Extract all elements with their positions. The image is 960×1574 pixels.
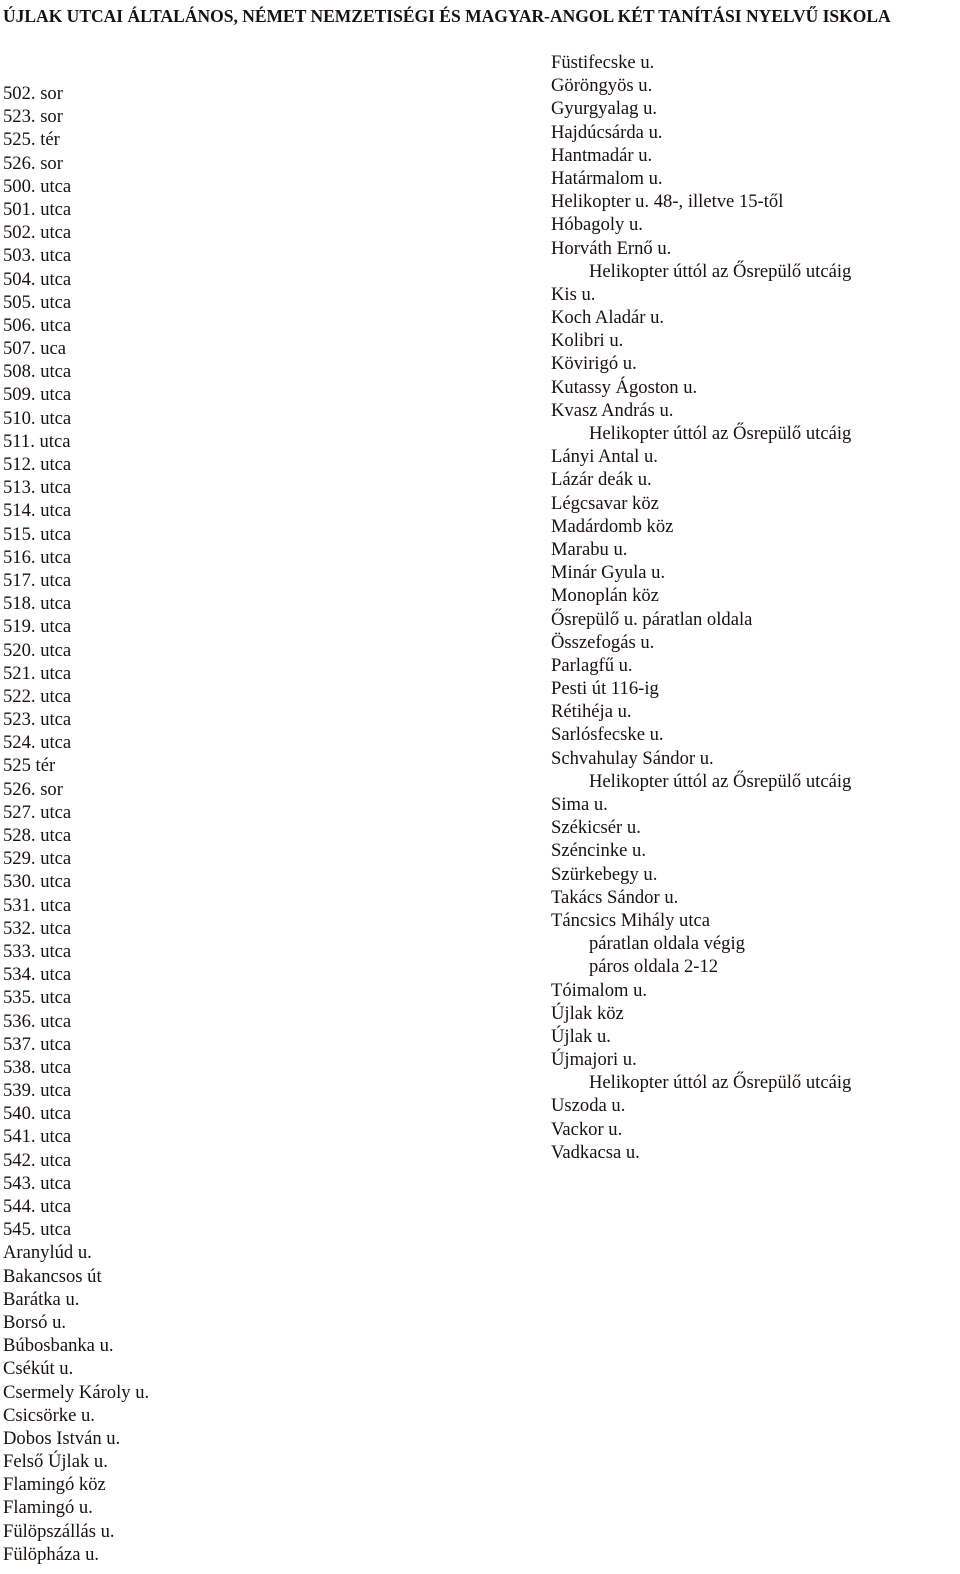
street-item: Székicsér u. (551, 817, 641, 839)
street-item: 533. utca (3, 940, 72, 962)
street-item: 529. utca (3, 848, 72, 870)
street-item: 544. utca (3, 1196, 72, 1217)
street-item: 537. utca (3, 1033, 72, 1055)
street-item: 509. utca (3, 384, 72, 406)
street-item: Borsó u. (3, 1311, 67, 1333)
street-item: 514. utca (3, 500, 72, 522)
street-range-note: Helikopter úttól az Ősrepülő utcáig (589, 260, 852, 282)
street-item: Takács Sándor u. (551, 886, 679, 908)
street-item: 519. utca (3, 616, 72, 638)
street-item: 534. utca (3, 964, 72, 986)
street-item: Táncsics Mihály utca (551, 909, 711, 931)
street-item: 525 tér (3, 755, 56, 777)
street-item: 530. utca (3, 871, 72, 893)
street-item: Göröngyös u. (551, 75, 653, 97)
street-item: 536. utca (3, 1010, 72, 1032)
street-item: Tóimalom u. (551, 979, 648, 1001)
street-item: 523. sor (3, 106, 63, 128)
street-item: Horváth Ernő u. (551, 237, 672, 259)
street-item: Vadkacsa u. (551, 1141, 640, 1163)
street-item: 517. utca (3, 569, 72, 591)
street-item: Dobos István u. (3, 1427, 121, 1449)
street-item: Hóbagoly u. (551, 214, 643, 236)
street-item: 531. utca (3, 894, 72, 916)
street-range-note: Helikopter úttól az Ősrepülő utcáig (589, 770, 852, 792)
street-item: Búbosbanka u. (3, 1335, 114, 1357)
street-item: 539. utca (3, 1080, 72, 1102)
street-item: Fülöpszállás u. (3, 1520, 115, 1542)
street-item: 532. utca (3, 917, 72, 939)
street-item: 502. sor (3, 83, 63, 104)
street-item: 527. utca (3, 801, 72, 823)
street-item: Barátka u. (3, 1288, 80, 1310)
street-item: Lázár deák u. (551, 469, 652, 491)
street-item: 502. utca (3, 222, 72, 244)
street-item: Madárdomb köz (551, 515, 674, 537)
street-item: Csékút u. (3, 1358, 74, 1380)
street-item: Gyurgyalag u. (551, 98, 658, 120)
street-item: 524. utca (3, 732, 72, 754)
street-item: Vackor u. (551, 1118, 623, 1140)
street-item: 513. utca (3, 477, 72, 499)
street-item: Marabu u. (551, 538, 628, 560)
street-item: 516. utca (3, 546, 72, 568)
street-item: 541. utca (3, 1126, 72, 1148)
street-range-note: páros oldala 2-12 (589, 956, 719, 978)
street-item: Kis u. (551, 283, 596, 305)
street-item: Koch Aladár u. (551, 307, 665, 329)
street-item: 511. utca (3, 430, 71, 452)
document-title: ÚJLAK UTCAI ÁLTALÁNOS, NÉMET NEMZETISÉGI ÉS MAGYAR-ANGOL KÉT TANÍTÁSI NYELVŰ ISKOLA (3, 6, 891, 26)
street-item: Sarlósfecske u. (551, 724, 664, 746)
street-item: 535. utca (3, 987, 72, 1009)
street-list-left (3, 82, 149, 1566)
street-item: Összefogás u. (551, 631, 655, 653)
street-item: Csicsörke u. (3, 1404, 95, 1426)
street-item: 518. utca (3, 593, 72, 615)
street-item: Újmajori u. (551, 1049, 637, 1071)
street-item: Sima u. (551, 794, 608, 815)
street-item: Monoplán köz (551, 585, 659, 607)
street-item: Flamingó u. (3, 1497, 93, 1519)
street-item: Újlak u. (551, 1025, 611, 1047)
street-item: Fülöpháza u. (3, 1543, 100, 1565)
street-range-note: Helikopter úttól az Ősrepülő utcáig (589, 1072, 852, 1094)
street-item: 545. utca (3, 1219, 72, 1241)
street-item: 543. utca (3, 1172, 72, 1194)
street-item: Kolibri u. (551, 330, 624, 352)
street-item: 503. utca (3, 245, 72, 267)
street-item: 525. tér (3, 129, 60, 151)
street-item: 526. sor (3, 152, 63, 174)
street-item: Kutassy Ágoston u. (551, 376, 698, 398)
street-item: Kvasz András u. (551, 399, 674, 421)
street-item: Pesti út 116-ig (551, 678, 659, 700)
street-item: Bakancsos út (3, 1265, 102, 1287)
street-item: 504. utca (3, 268, 72, 290)
street-item: Füstifecske u. (551, 52, 655, 73)
street-item: Csermely Károly u. (3, 1381, 150, 1403)
street-item: Légcsavar köz (551, 492, 659, 514)
street-item: Kövirigó u. (551, 353, 637, 375)
street-range-note: Helikopter úttól az Ősrepülő utcáig (589, 423, 852, 444)
street-item: 506. utca (3, 314, 72, 336)
street-item: 512. utca (3, 454, 72, 475)
street-item: Helikopter u. 48-, illetve 15-től (551, 191, 784, 213)
street-item: Újlak köz (551, 1002, 624, 1024)
street-item: Schvahulay Sándor u. (551, 747, 714, 769)
street-item: Lányi Antal u. (551, 446, 658, 468)
street-list-right (551, 51, 851, 1164)
street-item: 528. utca (3, 825, 72, 846)
street-item: 542. utca (3, 1149, 72, 1171)
street-item: 515. utca (3, 523, 72, 545)
street-item: 508. utca (3, 361, 72, 383)
street-item: Határmalom u. (551, 167, 663, 189)
street-range-note: páratlan oldala végig (589, 933, 745, 955)
street-item: 520. utca (3, 639, 72, 661)
street-item: 501. utca (3, 198, 72, 220)
street-item: 538. utca (3, 1056, 72, 1078)
street-item: 510. utca (3, 407, 72, 429)
street-item: 523. utca (3, 709, 72, 731)
street-item: Széncinke u. (551, 840, 647, 862)
street-item: Uszoda u. (551, 1095, 626, 1117)
street-item: Flamingó köz (3, 1474, 106, 1496)
street-item: Felső Újlak u. (3, 1451, 108, 1473)
street-item: Parlagfű u. (551, 654, 633, 676)
street-item: 505. utca (3, 291, 72, 313)
street-item: Hantmadár u. (551, 144, 653, 166)
street-item: 507. uca (3, 338, 66, 360)
street-item: 521. utca (3, 662, 72, 684)
street-item: Rétihéja u. (551, 701, 632, 723)
street-item: Minár Gyula u. (551, 562, 666, 584)
street-item: 522. utca (3, 685, 72, 707)
street-item: 500. utca (3, 175, 72, 197)
street-item: Ősrepülő u. páratlan oldala (551, 608, 753, 630)
street-item: 526. sor (3, 778, 63, 800)
street-item: Szürkebegy u. (551, 863, 658, 885)
street-item: Aranylúd u. (3, 1242, 92, 1264)
street-item: 540. utca (3, 1103, 72, 1125)
street-item: Hajdúcsárda u. (551, 121, 663, 143)
